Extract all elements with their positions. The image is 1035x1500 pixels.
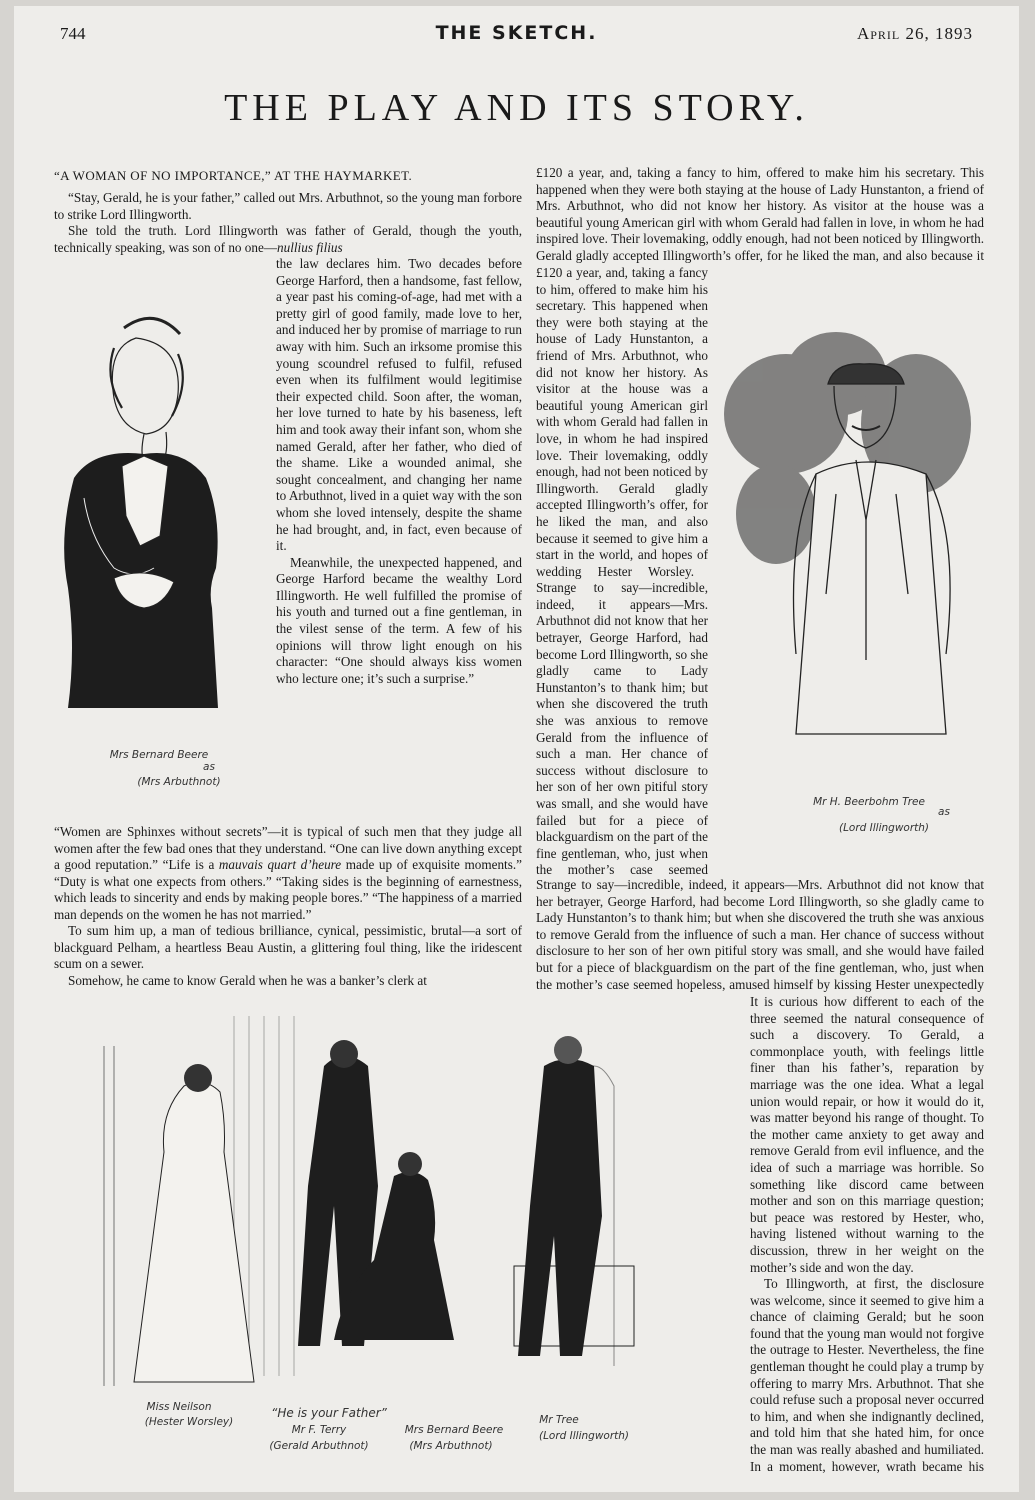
caption-tree-as: as [938,806,950,818]
caption-neilson-role: (Hester Worsley) [144,1416,234,1428]
caption-beere-role: (Mrs Arbuthnot) [409,1440,493,1452]
caption-tree-role: (Lord Illingworth) [838,822,930,834]
caption-neilson-name: Miss Neilson [146,1401,212,1413]
caption-terry-name: Mr F. Terry [291,1424,347,1436]
paragraph-1: “Stay, Gerald, he is your father,” called out Mrs. Arbuthnot, so the young man forbore to strike Lord Illingworth. [54,190,522,222]
paragraph-2: She told the truth. Lord Illingworth was father of Gerald, though the youth, technically speaking, was son of no one—nullius filius [54,223,522,255]
scene-illustration [74,1006,724,1401]
caption-scene-quote: “He is your Father” [271,1406,387,1420]
caption-terry-role: (Gerald Arbuthnot) [269,1440,369,1452]
right-paragraph-3: Strange to say—incredible, indeed, it appears—Mrs. Arbuthnot did not know that her betrayer, George Harford, had become Lord Illingworth, so she gladly came to Lady Hunstanton’s to thank him; but when she discovered the truth she was anxious to remove Gerald from the influence of such a man. Her chance of success without disclosure to her son of her own pitiful story was small, and she would have failed but for a piece of blackguardism on the part of the fine gentleman, who, just when the mother’s case seemed hopeless, amused himself by kissing Hester unexpectedly [536,877,984,992]
portrait-lord-illingworth [716,294,986,794]
page-title: THE PLAY AND ITS STORY. [224,87,809,129]
article-subtitle: “A WOMAN OF NO IMPORTANCE,” AT THE HAYMARKET. [54,168,413,183]
newspaper-page [14,6,1019,1492]
running-header [14,20,1019,50]
caption-mrs-beere-name: Mrs Bernard Beere [109,749,209,761]
right-paragraph-4: It is curious how different to each of the three seemed the natural consequence of such a discovery. To Gerald, a commonplace youth, with feelings little finer than his father’s, reparation by marriage was the one idea. What a legal union would repair, or how it would do it, was matter beyond his range of thought. To the mother came anxiety to get away and remove Gerald from evil influence, and the idea of such a marriage was horrible. So something like discord came between mother and son on this marriage question; but peace was restored by Hester, who, having listened without warning to the discussion, threw in her weight on the mother’s side and won the day. To Illingworth, at first, the disclosure was welcome, since it seemed to give him a chance of claiming Gerald; but he soon found that the young man would not forgive the outrage to Hester. Nevertheless, the fine gentleman thought he could play a trump by offering to marry Mrs. Arbuthnot. That she could refuse such a proposal never occurred to him, and when she indignantly declined, and told him that she hated him, for once the man was really abashed and humiliated. In a moment, however, wrath became his [750,994,984,1474]
right-paragraph-2: £120 a year, and, taking a fancy to him, offered to make him his secretary. This happened when they were both staying at the house of Lady Hunstanton, a friend of Mrs. Arbuthnot, who did not know her history. As visitor at the house was a beautiful young American girl with whom Gerald had fallen in love, in whom he had inspired love. Their lovemaking, oddly enough, had not been noticed by Illingworth. Gerald gladly accepted Illingworth’s offer, for he liked the man, and also because it seemed to give him a start in the world, and hopes of wedding Hester Worsley. Strange to say—incredible, indeed, it appears—Mrs. Arbuthnot did not know that her betrayer, George Harford, had become Lord Illingworth, so she gladly came to Lady Hunstanton’s to thank him; but when she discovered the truth she was anxious to remove Gerald from the influence of such a man. Her chance of success without disclosure to her son of her own pitiful story was small, and she would have failed but for a piece of blackguardism on the part of the fine gentleman, who, just when the mother’s case seemed [536,265,708,877]
paragraph-5: To sum him up, a man of tedious brilliance, cynical, pessimistic, brutal—a sort of blackguard Pelham, a heartless Beau Austin, a glittering foul thing, like the iridescent scum on a sewer. [54,923,522,972]
page-number: 744 [60,24,86,43]
portrait-mrs-arbuthnot [44,298,269,718]
paragraph-2-continued: the law declares him. Two decades before George Harford, then a handsome, fast fellow, a year past his coming-of-age, had met with a pretty girl of good family, made love to her, and induced her by promise of marriage to run away with him. Such an irksome promise this young scoundrel refused to fulfil, refused even when its fulfilment would legitimise their expected child. Soon after, the woman, her love turned to hate by his baseness, left him and took away their infant son, whom she named Gerald, after her father, who died of the shame. Like a wounded animal, she sought concealment, and changing her name to Arbuthnot, lived in a quiet way with the son whom she loved intensely, despite the shame he had brought, and, in fact, even because of it. Meanwhile, the unexpected happened, and George Harford became the wealthy Lord Illingworth. He well fulfilled the promise of his youth and turned out a fine gentleman, in the vilest sense of the term. A few of his opinions will throw light enough on his character: “One should always kiss women who lecture one; it’s such a surprise.” [276,256,522,686]
caption-tree2-name: Mr Tree [539,1414,579,1426]
caption-tree2-role: (Lord Illingworth) [538,1430,630,1442]
caption-mrs-beere-as: as [203,761,215,773]
caption-mrs-beere-role: (Mrs Arbuthnot) [137,776,221,788]
paragraph-6: Somehow, he came to know Gerald when he was a banker’s clerk at [68,973,427,988]
caption-beere-name: Mrs Bernard Beere [404,1424,504,1436]
caption-tree-name: Mr H. Beerbohm Tree [813,796,925,808]
issue-date: April 26, 1893 [856,24,973,43]
magazine-name: THE SKETCH. [435,22,598,44]
paragraph-4: “Women are Sphinxes without secrets”—it is typical of such men that they judge all women after the few bad ones that they understand. “One can live down anything except a good reputation.” “Life is a mauvais quart d’heure made up of exquisite moments.” “Duty is what one expects from others.” “Taking sides is the beginning of earnestness, which leads to sincerity and ends by making people bores.” “The happiness of a married man depends on the women he has not married.” [54,824,522,922]
right-paragraph-1: £120 a year, and, taking a fancy to him, offered to make him his secretary. This happened when they were both staying at the house of Lady Hunstanton, a friend of Mrs. Arbuthnot, who did not know her history. As visitor at the house was a beautiful young American girl with whom Gerald had fallen in love, in whom he had inspired love. Their lovemaking, oddly enough, had not been noticed by Illingworth. Gerald gladly accepted Illingworth’s offer, for he liked the man, and also because it [536,165,984,263]
